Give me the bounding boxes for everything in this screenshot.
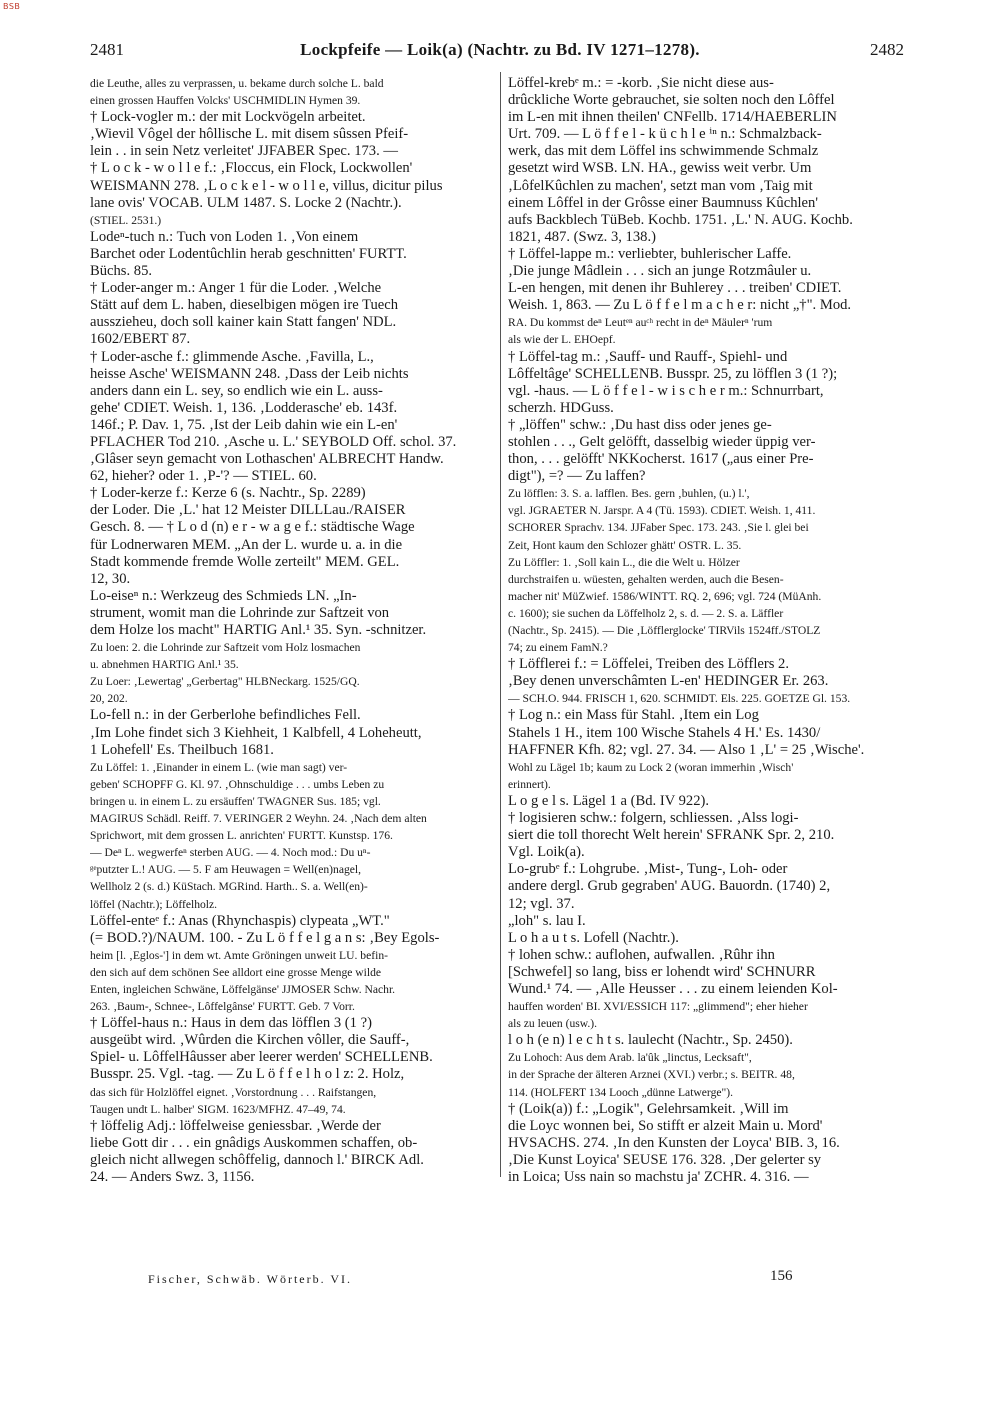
text-line: Sprichwort, mit dem grossen L. anrichten' FURTT. Kunstsp. 176. [90,829,393,843]
text-line: für Lodnerwaren MEM. „An der L. wurde u. a. in die [90,536,403,553]
text-line: liebe Gott dir . . . ein gnâdigs Auskommen schaffen, ob- [90,1134,418,1151]
text-line: Taugen undt L. halber' SIGM. 1623/MFHZ. 47–49, 74. [90,1102,346,1116]
text-line: die Leuthe, alles zu verprassen, u. bekame durch solche L. bald [90,77,384,90]
text-line: Lo-eiseⁿ n.: Werkzeug des Schmieds LN. „In- [90,587,357,604]
text-line: macher nit' MüZwief. 1586/WINTT. RQ. 2, 696; vgl. 724 (MüAnh. [508,589,822,603]
text-line: lein . . in sein Netz verleitet' JJFABER Spec. 173. — [90,143,398,160]
text-line: andere dergl. Grub gegraben' AUG. Bauordn. (1740) 2, [508,878,831,895]
text-line: Zu loen: 2. die Lohrinde zur Saftzeit vom Holz losmachen [90,641,361,655]
text-line: ‚Wievil Vôgel der hôllische L. mit disem sûssen Pfeif- [90,126,409,143]
text-line: Barchet oder Lodentûchlin herab geschnitten' FURTT. [90,245,407,262]
text-line: Zu Lohoch: Aus dem Arab. la'ûk „linctus, Lecksaft", [508,1051,752,1065]
text-line: erinnert). [508,777,551,791]
text-line: L-en hengen, mit denen ihr Buhlerey . . . treiben' CDIET. [508,280,842,297]
text-line: dem Holze los macht" HARTIG Anl.¹ 35. Syn. -schnitzer. [90,622,427,638]
left-column [90,75,492,1186]
text-line: l o h (e n) l e c h t s. laulecht (Nachtr., Sp. 2450). [508,1032,793,1049]
sheet-number: 156 [770,1268,793,1284]
text-line: Lo-fell n.: in der Gerberlohe befindliches Fell. [90,707,361,724]
text-line: das sich für Holzlöffel eignet. ‚Vorstordnung . . . Raifstangen, [90,1085,377,1099]
text-line: thon, . . . gelöfft' NKKocherst. 1617 („aus einer Pre- [508,451,814,468]
text-line: 12, 30. [90,570,131,587]
text-line: Zu Löffler: 1. ‚Soll kain L., die die Welt u. Hölzer [508,555,740,569]
text-line: Vgl. Loik(a). [508,844,585,861]
text-line: WEISMANN 278. ‚L o c k e l - w o l l e, villus, dicitur pilus [90,177,443,194]
text-line: Enten, ingleichen Schwäne, Löffelgänse' JJMOSER Schw. Nachr. [90,982,396,996]
text-line: Busspr. 25. Vgl. -tag. — Zu L ö f f e l h o l z: 2. Holz, [90,1066,405,1083]
text-line: Stadt kommende fremde Wolle zerteilt" MEM. GEL. [90,553,400,570]
right-column [508,75,903,1186]
text-line: † Loder-asche f.: glimmende Asche. ‚Favilla, L., [90,348,374,365]
text-line: siert die toll thorecht Welt herein' SFRANK Spr. 2, 210. [508,827,835,844]
text-line: † Lock-vogler m.: der mit Lockvögeln arbeitet. [90,109,366,126]
text-line: 62, hieher? oder 1. ‚P-'? — STIEL. 60. [90,468,317,485]
text-line: MAGIRUS Schädl. Reiff. 7. VERINGER 2 Weyhn. 24. ‚Nach dem alten [90,812,427,826]
text-line: 146f.; P. Dav. 1, 75. ‚Ist der Leib dahin wie ein L-en' [90,416,398,433]
text-line: digt"), =? — Zu laffen? [508,468,646,485]
text-line: vgl. -haus. — L ö f f e l - w i s c h e r m.: Schnurrbart, [508,382,824,399]
text-line: u. abnehmen HARTIG Anl.¹ 35. [90,658,239,672]
text-line: ‚LôfelKûchlen zu machen', setzt man vom ‚Taig mit [508,177,813,194]
text-line: — SCH.O. 944. FRISCH 1, 620. SCHMIDT. Els. 225. GOETZE Gl. 153. [508,692,851,706]
text-line: in der Sprache der älteren Arznei (XVI.) verbr.; s. BEITR. 48, [508,1068,795,1082]
text-line: einem Lôffel in der Grôsse einer Baumnuss Kûchlen' [508,194,818,211]
text-line: † Löffel-tag m.: ‚Sauff- und Rauff-, Spiehl- und [508,348,788,365]
text-line: heim [l. ‚Eglos-'] in dem wt. Amte Gröningen unweit LU. befin- [90,948,388,962]
text-line: als zu leuen (usw.). [508,1017,598,1031]
text-line: † Log n.: ein Mass für Stahl. ‚Item ein Log [508,707,759,724]
text-line: gehe' CDIET. Weish. 1, 136. ‚Lodderasche' eb. 143f. [90,399,398,416]
text-line: Löffel-krebᵉ m.: = -korb. ‚Sie nicht diese aus- [508,75,774,91]
text-line: in Loica; Uss nain so machstu ja' ZCHR. 4. 316. — [508,1169,809,1185]
text-line: lane ovis' VOCAB. ULM 1487. S. Locke 2 (Nachtr.). [90,194,402,211]
text-line: Löffel-enteᵉ f.: Anas (Rhynchaspis) clypeata „WT." [90,912,390,929]
text-line: aufs Backblech TüBeb. Kochb. 1751. ‚L.' N. AUG. Kochb. [508,211,853,228]
text-line: — Deⁿ L. wegwerfeⁿ sterben AUG. — 4. Noch mod.: Du uⁿ- [90,846,371,860]
text-line: c. 1600); sie suchen da Löffelholz 2, s. d. — 2. S. a. Läffler [508,606,784,620]
text-line: † Löffel-haus n.: Haus in dem das löfflen 3 (1 ?) [90,1015,372,1032]
text-line: werk, das mit dem Löffel ins schwimmende Schmalz [508,143,819,160]
text-line: 20, 202. [90,692,128,706]
text-line: 263. ‚Baum-, Schnee-, Lôffelgânse' FURTT. Geb. 7 Vorr. [90,1000,355,1014]
text-line: durchstraifen u. wüesten, gehalten werden, auch die Besen- [508,572,784,586]
text-line: Zu Löffel: 1. ‚Einander in einem L. (wie man sagt) ver- [90,760,348,774]
text-line: 74; zu einem FamN.? [508,641,608,655]
text-line: Stätt auf dem L. haben, dieselbigen mögen ire Tuech [90,297,399,314]
text-line: die Loyc wonnen bei, So stifft er alzeit Main u. Mord' [508,1117,823,1134]
text-line: Weish. 1, 863. — Zu L ö f f e l m a c h e r: nicht „†". Mod. [508,297,852,314]
text-line: ‚Die junge Mâdlein . . . sich an junge Rotzmâuler u. [508,263,812,280]
text-line: † löffelig Adj.: löffelweise geniessbar. ‚Werde der [90,1117,381,1134]
text-line: strument, womit man die Lohrinde zur Saftzeit von [90,604,390,621]
text-line: vgl. JGRAETER N. Jarspr. A 4 (Tü. 1593). CDIET. Weish. 1, 411. [508,504,816,518]
text-line: † „löffen" schw.: ‚Du hast diss oder jenes ge- [508,416,772,433]
text-line: löffel (Nachtr.); Löffelholz. [90,897,218,911]
text-line: † Loder-kerze f.: Kerze 6 (s. Nachtr., Sp. 2289) [90,485,366,502]
text-line: scherzh. HDGuss. [508,399,614,416]
text-line: geben' SCHOPFF G. Kl. 97. ‚Ohnschuldige . . . umbs Leben zu [90,777,385,791]
text-line: ausszieheu, doch soll kainer kain Statt fangen' NDL. [90,314,397,331]
text-line: Zu löfflen: 3. S. a. lafflen. Bes. gern ‚buhlen, (u.) l.', [508,487,750,501]
text-line: (Nachtr., Sp. 2415). — Die ‚Löfflerglocke' TIRVils 1524ff./STOLZ [508,624,821,637]
text-line: † L o c k - w o l l e f.: ‚Floccus, ein Flock, Lockwollen' [90,160,413,177]
text-line: 1602/EBERT 87. [90,331,191,348]
text-line: hauffen worden' BI. XVI/ESSICH 117: „glimmend"; eher hieher [508,1000,808,1014]
text-line: SCHORER Sprachv. 134. JJFaber Spec. 173. 243. ‚Sie l. glei bei [508,521,809,535]
running-head: Lockpfeife — Loik(a) (Nachtr. zu Bd. IV 1271–1278). [300,40,700,59]
text-line: gesetzt wird WSB. LN. HA., gewiss weit verbr. Um [508,160,812,177]
text-line: Wund.¹ 74. — ‚Alle Heusser . . . zu einem leienden Kol- [508,980,838,997]
column-divider [500,72,501,1177]
text-line: Urt. 709. — L ö f f e l - k ü c h l e ⁱⁿ n.: Schmalzback- [508,126,822,143]
text-line: RA. Du kommst deⁿ Leutᵉⁿ auᶜʰ recht in deⁿ Mäulerⁿ 'rum [508,316,773,330]
text-line: 1 Lohefell' Es. Theilbuch 1681. [90,741,274,758]
text-line: † Loder-anger m.: Anger 1 für die Loder. ‚Welche [90,280,382,297]
text-line: 114. (HOLFERT 134 Looch „dünne Latwerge"). [508,1085,734,1099]
text-line: Zu Loer: ‚Lewertag' „Gerbertag" HLBNeckarg. 1525/GQ. [90,675,360,689]
text-line: ausgeübt wird. ‚Wûrden die Kirchen vôller, die Sauff-, [90,1032,410,1049]
text-line: Wellholz 2 (s. d.) KüStach. MGRind. Harth.. S. a. Well(en)- [90,880,368,894]
text-line: HVSACHS. 274. ‚In den Kunsten der Loyca' BIB. 3, 16. [508,1134,840,1151]
text-line: 12; vgl. 37. [508,895,575,912]
text-line: ‚Glâser seyn gemacht von Lothaschen' ALBRECHT Handw. [90,451,444,468]
text-line: L o g e l s. Lägel 1 a (Bd. IV 922). [508,792,710,809]
footer-author-line: Fischer, Schwäb. Wörterb. VI. [148,1272,353,1286]
text-line: Gesch. 8. — † L o d (n) e r - w a g e f.: städtische Wage [90,519,415,536]
text-line: bringen u. in einem L. zu ersäuffen' TWAGNER Sus. 185; vgl. [90,794,381,808]
text-line: ‚Bey denen unverschâmten L-en' HEDINGER Er. 263. [508,673,829,690]
text-line: † lohen schw.: auflohen, aufwallen. ‚Rûhr ihn [508,946,775,963]
text-line: [Schwefel] so lang, biss er lohendt wird' SCHNURR [508,963,816,980]
text-line: einen grossen Hauffen Volcks' USCHMIDLIN Hymen 39. [90,94,361,108]
right-page-number: 2482 [870,40,904,59]
text-line: Büchs. 85. [90,263,153,280]
left-page-number: 2481 [90,40,124,59]
text-line: (STIEL. 2531.) [90,213,162,227]
text-line: Lôffeltâge' SCHELLENB. Busspr. 25, zu löfflen 3 (1 ?); [508,365,838,382]
text-line: L o h a u t s. Lofell (Nachtr.). [508,929,679,946]
text-line: † (Loik(a)) f.: „Logik", Gelehrsamkeit. ‚Will im [508,1100,789,1117]
text-line: 24. — Anders Swz. 3, 1156. [90,1169,255,1185]
text-line: im L-en mit ihnen theilen' CNFellb. 1714/HAEBERLIN [508,109,837,126]
text-line: den sich auf dem schönen See alldort eine grosse Menge wilde [90,965,382,979]
text-line: Spiel- u. LôffelHâusser aber leerer werden' SCHELLENB. [90,1049,433,1066]
text-line: der Loder. Die ‚L.' hat 12 Meister DILLLau./RAISER [90,502,406,519]
library-corner-mark: BSB [3,2,21,11]
text-line: 1821, 487. (Swz. 3, 138.) [508,228,656,245]
text-line: Lodeⁿ-tuch n.: Tuch von Loden 1. ‚Von einem [90,228,359,245]
text-line: (= BOD.?)/NAUM. 100. - Zu L ö f f e l g a n s: ‚Bey Egols- [90,929,440,946]
text-line: drûckliche Worte gebrauchet, sie solten noch den Lôffel [508,92,835,109]
text-line: Wohl zu Lägel 1b; kaum zu Lock 2 (woran immerhin ‚Wisch' [508,760,794,774]
text-line: gleich nicht allwegen schôffelig, dannoch l.' BIRCK Adl. [90,1151,424,1168]
text-line: ᵍᵉputzter L.! AUG. — 5. F am Heuwagen = Well(en)nagel, [90,863,362,877]
text-line: stohlen . . ., Gelt gelöfft, dasselbig wieder üppig ver- [508,433,816,450]
text-line: „loh" s. lau I. [508,912,586,929]
text-line: anders dann ein L. sey, so endlich wie ein L. auss- [90,382,383,399]
text-line: als wie der L. EHOepf. [508,333,616,347]
text-line: † Löffel-lappe m.: verliebter, buhlerischer Laffe. [508,245,792,262]
text-line: Lo-grubᵉ f.: Lohgrube. ‚Mist-, Tung-, Loh- oder [508,861,788,878]
text-line: ‚Die Kunst Loyica' SEUSE 176. 328. ‚Der gelerter sy [508,1151,822,1168]
text-line: PFLACHER Tod 210. ‚Asche u. L.' SEYBOLD Off. schol. 37. [90,433,457,450]
text-line: heisse Asche' WEISMANN 248. ‚Dass der Leib nichts [90,365,409,382]
text-line: ‚Im Lohe findet sich 3 Kiehheit, 1 Kalbfell, 4 Loheheutt, [90,724,422,741]
text-line: † logisieren schw.: folgern, schliessen. ‚Alss logi- [508,810,799,827]
text-line: Zeit, Hont kaum den Schlozer ghätt' OSTR. L. 35. [508,538,742,552]
text-line: HAFFNER Kfh. 82; vgl. 27. 34. — Also 1 ‚L' = 25 ‚Wische'. [508,741,865,758]
text-line: Stahels 1 H., item 100 Wische Stahels 4 H.' Es. 1430/ [508,724,821,741]
text-line: † Löfflerei f.: = Löffelei, Treiben des Löfflers 2. [508,656,789,673]
